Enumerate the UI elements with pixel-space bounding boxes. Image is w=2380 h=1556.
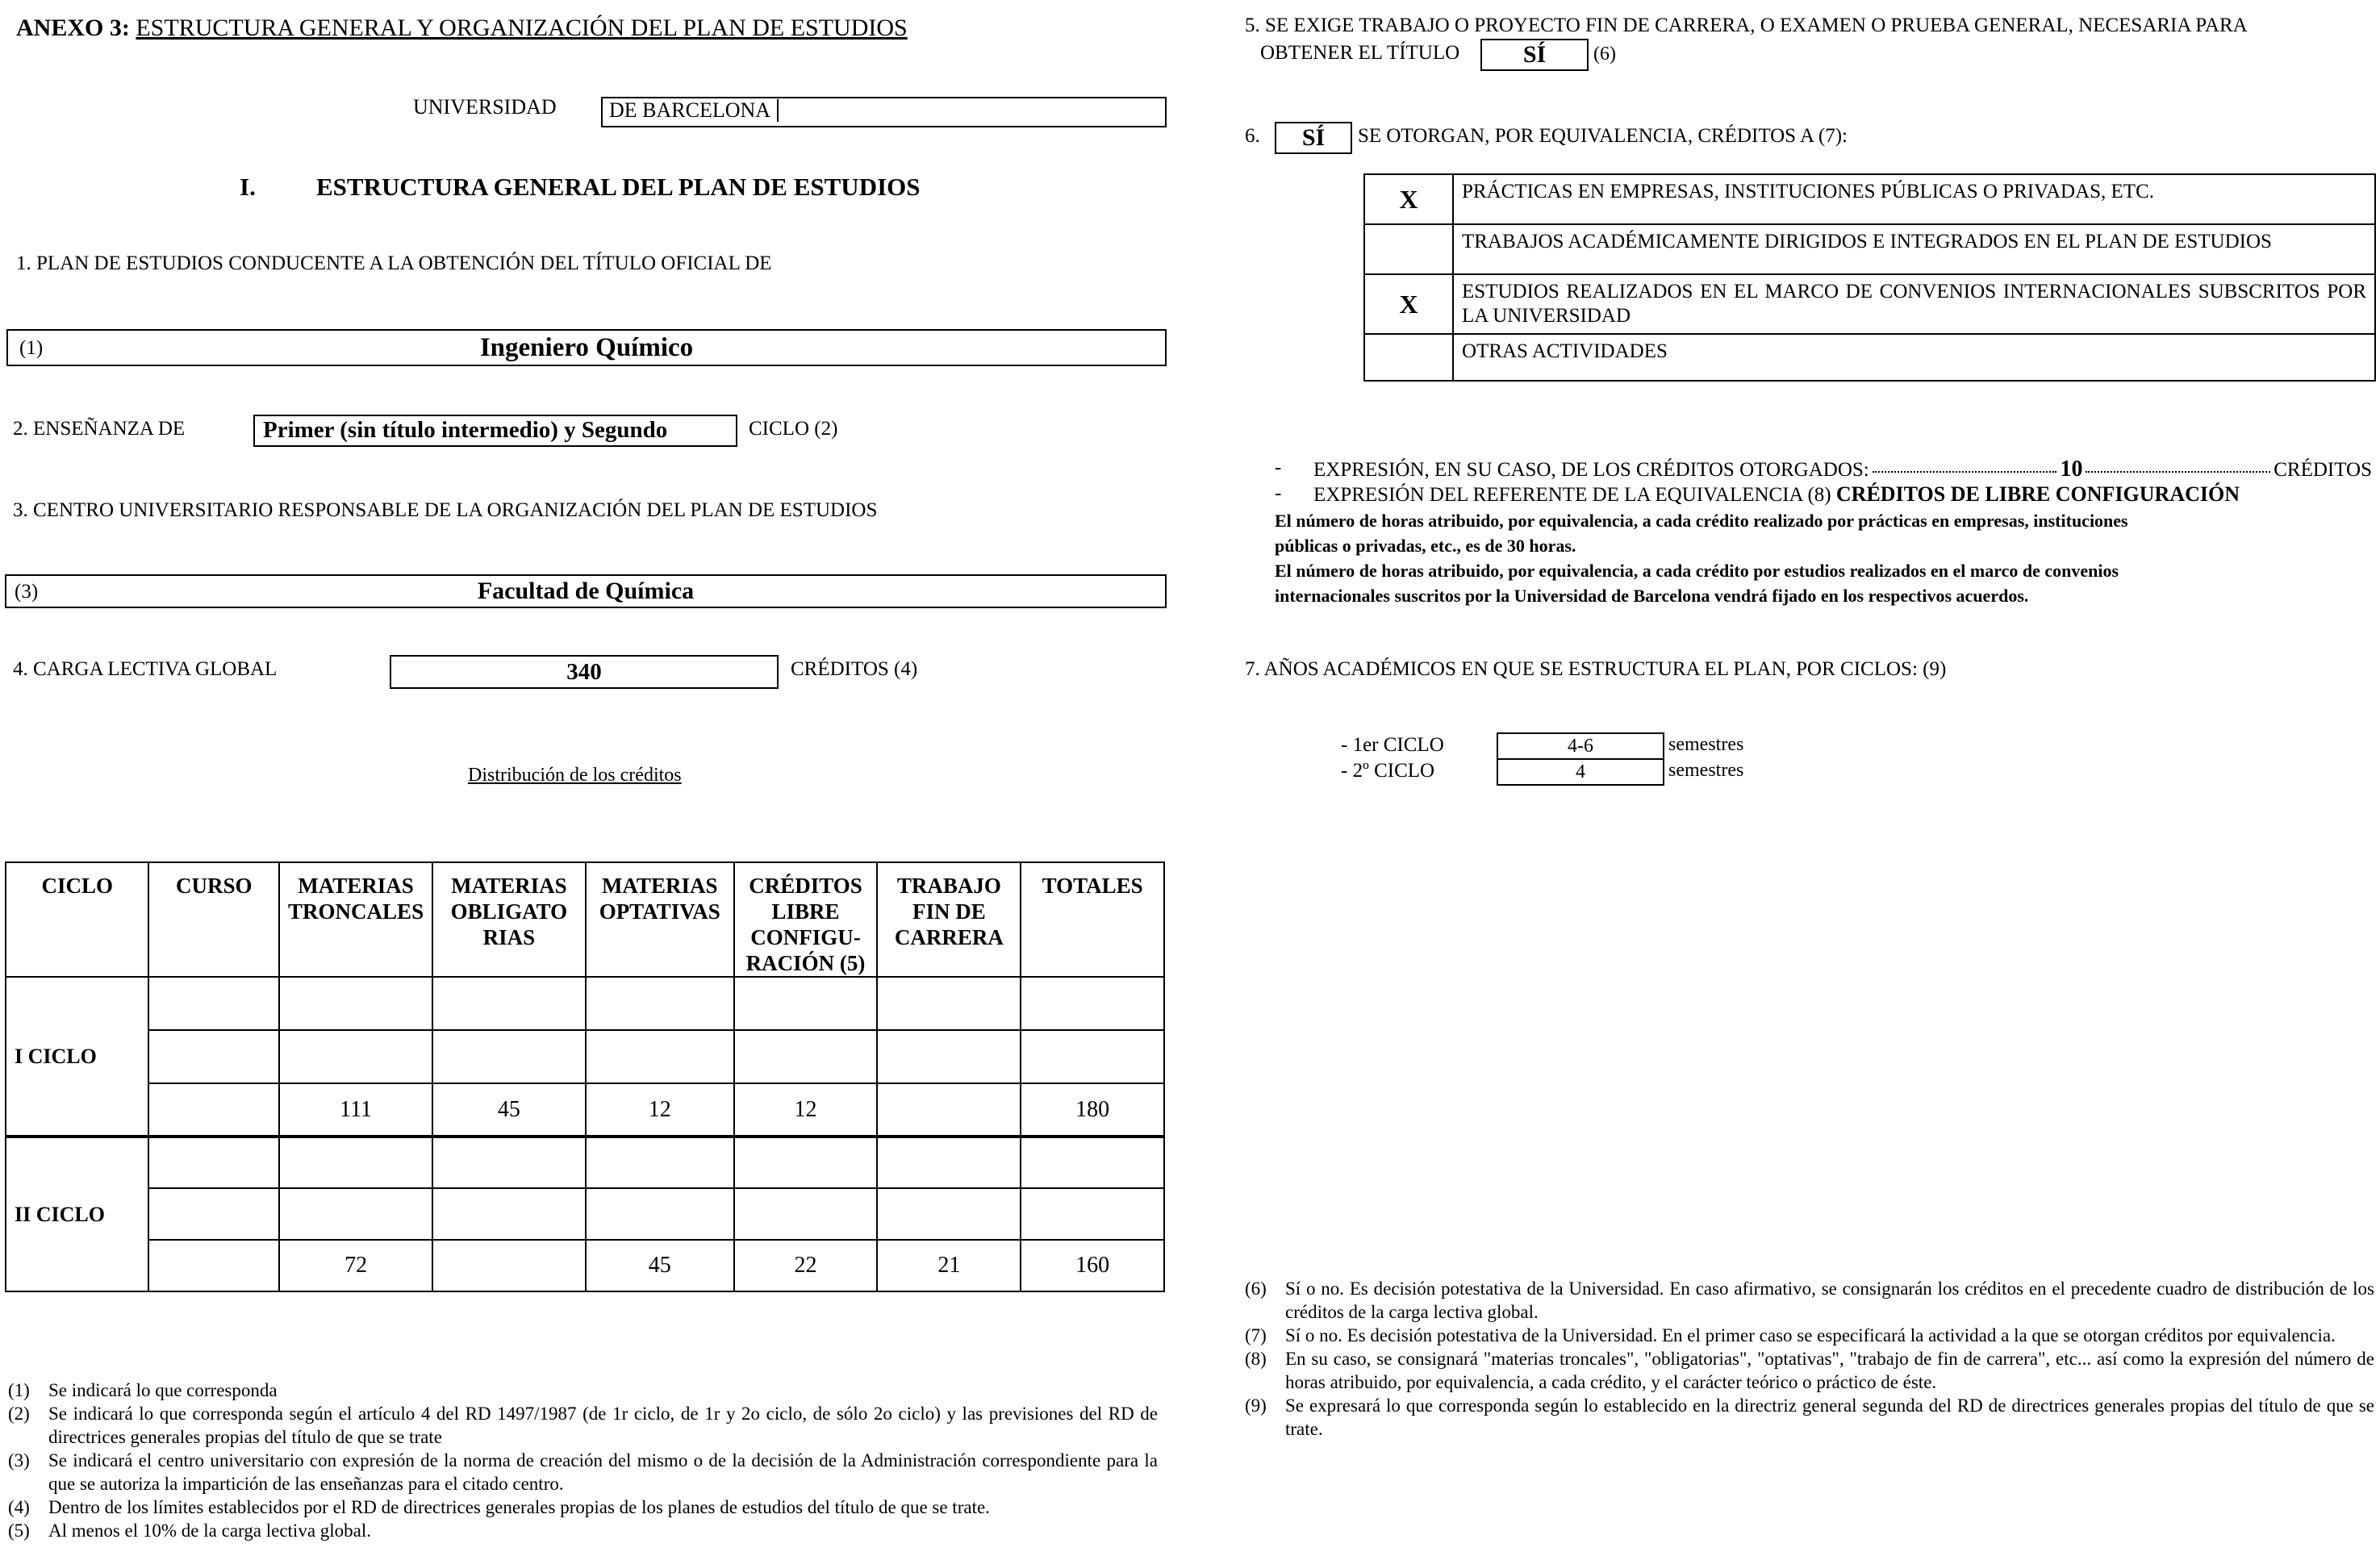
activity-row [1364, 224, 2375, 274]
cycle1-years-value: 4-6 [1498, 734, 1663, 760]
table-header-row [6, 862, 1164, 977]
university-label: UNIVERSIDAD [413, 95, 557, 119]
annex-title: ESTRUCTURA GENERAL Y ORGANIZACIÓN DEL PLAN DE ESTUDIOS [136, 15, 908, 41]
cycle1-trabajo [877, 1083, 1021, 1137]
footnotes-left [8, 1379, 1158, 1542]
footnote: (9) Se expresará lo que corresponda según lo establecido en la directriz general segunda del RD de directrices generales propias del título de que se trate. [1245, 1395, 2374, 1439]
footnotes-right [1245, 1277, 2374, 1441]
activity-row [1364, 334, 2375, 381]
item5-ref: (6) [1593, 44, 1616, 65]
header-libre: CRÉDITOS LIBRE CONFIGU- RACIÓN (5) [734, 862, 878, 977]
annex-heading [16, 15, 908, 42]
section-number: I. [240, 173, 256, 201]
load-value: 340 [566, 659, 602, 685]
equivalence-value: SÍ [1301, 124, 1326, 151]
activity-mark: X [1364, 274, 1453, 334]
footnote: (3) Se indicará el centro universitario con expresión de la norma de creación del mismo o de la decisión de la Administración correspondiente para la que se autoriza la impartición de las enseñanzas para el citado centro. [8, 1450, 1158, 1494]
footnote: (6) Sí o no. Es decisión potestativa de la Universidad. En caso afirmativo, se consignarán los créditos en el precedente cuadro de distribución de los créditos de la carga lectiva global. [1245, 1279, 2374, 1322]
annex-label: ANEXO 3: [16, 15, 130, 41]
cycle2-troncales: 72 [279, 1240, 432, 1291]
center-value: Facultad de Química [477, 578, 695, 604]
cycle2-libre: 22 [734, 1240, 878, 1291]
item6-text: SE OTORGAN, POR EQUIVALENCIA, CRÉDITOS A (7): [1358, 125, 1848, 147]
cycle1-totales: 180 [1021, 1083, 1164, 1137]
teaching-field [253, 415, 737, 447]
item3-text: 3. CENTRO UNIVERSITARIO RESPONSABLE DE LA ORGANIZACIÓN DEL PLAN DE ESTUDIOS [13, 499, 878, 521]
degree-value: Ingeniero Químico [479, 333, 694, 362]
cycle1-libre: 12 [734, 1083, 878, 1137]
distribution-title: Distribución de los créditos [468, 765, 682, 786]
note2-line2: internacionales suscritos por la Universidad de Barcelona vendrá fijado en los respectivos acuerdos. [1275, 586, 2029, 606]
item2-label: 2. ENSEÑANZA DE [13, 418, 186, 440]
cycle1-optativas: 12 [586, 1083, 734, 1137]
cycle2-years-value: 4 [1576, 761, 1585, 782]
cycle2-obligatorias [432, 1240, 586, 1291]
center-ref: (3) [15, 581, 39, 603]
footnote: (1) Se indicará lo que corresponda [8, 1380, 278, 1400]
header-optativas: MATERIAS OPTATIVAS [586, 862, 734, 977]
final-project-field [1480, 39, 1589, 71]
item5-line1: 5. SE EXIGE TRABAJO O PROYECTO FIN DE CARRERA, O EXAMEN O PRUEBA GENERAL, NECESARIA PARA [1245, 15, 2248, 36]
table-row [6, 1137, 1164, 1188]
cycle1-years-label: - 1er CICLO [1341, 734, 1444, 756]
credits-distribution-table [5, 861, 1165, 1292]
item7-text: 7. AÑOS ACADÉMICOS EN QUE SE ESTRUCTURA EL PLAN, POR CICLOS: (9) [1245, 658, 1947, 680]
credits-label: EXPRESIÓN, EN SU CASO, DE LOS CRÉDITOS OTORGADOS: [1313, 459, 1869, 481]
item6-number: 6. [1245, 125, 1260, 147]
equivalence-field [1275, 122, 1352, 154]
cycle1-label: I CICLO [6, 977, 148, 1137]
header-troncales: MATERIAS TRONCALES [279, 862, 432, 977]
table-row [6, 977, 1164, 1030]
header-ciclo: CICLO [6, 862, 148, 977]
credits-unit: CRÉDITOS [2274, 459, 2373, 481]
activity-mark [1364, 334, 1453, 381]
university-value: DE BARCELONA [603, 99, 779, 122]
credits-dash: - [1275, 457, 1282, 478]
table-row [6, 1188, 1164, 1240]
degree-field [6, 329, 1167, 366]
credits-line [1313, 457, 2372, 482]
header-obligatorias: MATERIAS OBLIGATO RIAS [432, 862, 586, 977]
table-row [6, 1240, 1164, 1291]
header-curso: CURSO [148, 862, 279, 977]
years-field [1497, 732, 1664, 786]
section-title: ESTRUCTURA GENERAL DEL PLAN DE ESTUDIOS [316, 173, 921, 201]
cycle2-years-unit: semestres [1668, 760, 1744, 781]
item4-label: 4. CARGA LECTIVA GLOBAL [13, 658, 278, 680]
activity-text: TRABAJOS ACADÉMICAMENTE DIRIGIDOS E INTEGRADOS EN EL PLAN DE ESTUDIOS [1453, 224, 2375, 274]
activity-row [1364, 174, 2375, 224]
cycle2-label: II CICLO [6, 1137, 148, 1291]
cycle1-years-unit: semestres [1668, 734, 1744, 755]
table-row [6, 1030, 1164, 1083]
degree-ref: (1) [19, 337, 44, 359]
referent-line [1313, 482, 2240, 507]
footnote: (4) Dentro de los límites establecidos por el RD de directrices generales propias de los planes de estudios del título de que se trate. [8, 1497, 990, 1517]
footnote: (2) Se indicará lo que corresponda según el artículo 4 del RD 1497/1987 (de 1r ciclo, de 1r y 2o ciclo, de sólo 2o ciclo) y las previsiones del RD de directrices generales propias del título de que se trate [8, 1404, 1158, 1447]
credits-value: 10 [2060, 457, 2083, 482]
item4-suffix: CRÉDITOS (4) [791, 658, 918, 680]
note1-line2: públicas o privadas, etc., es de 30 horas. [1275, 536, 1576, 556]
cycle1-obligatorias: 45 [432, 1083, 586, 1137]
activity-mark [1364, 224, 1453, 274]
cycle1-troncales: 111 [279, 1083, 432, 1137]
item5-line2: OBTENER EL TÍTULO [1260, 42, 1460, 64]
activity-text: OTRAS ACTIVIDADES [1453, 334, 2375, 381]
footnote: (8) En su caso, se consignará "materias troncales", "obligatorias", "optativas", "trabajo de fin de carrera", etc... así como la expresión del número de horas atribuido, por equivalencia, a cada crédito, y el carácter teórico o práctico de éste. [1245, 1349, 2374, 1392]
activity-mark: X [1364, 174, 1453, 224]
teaching-value: Primer (sin título intermedio) y Segundo [263, 417, 668, 443]
header-totales: TOTALES [1021, 862, 1164, 977]
table-row [6, 1083, 1164, 1137]
university-field [601, 97, 1167, 127]
load-field [390, 655, 779, 689]
equivalence-notes [1275, 508, 2128, 608]
note2-line1: El número de horas atribuido, por equivalencia, a cada crédito por estudios realizados en el marco de convenios [1275, 561, 2119, 581]
activities-table [1363, 173, 2376, 382]
cycle2-trabajo: 21 [877, 1240, 1021, 1291]
footnote: (7) Sí o no. Es decisión potestativa de la Universidad. En el primer caso se especificará la actividad a la que se otorgan créditos por equivalencia. [1245, 1325, 2336, 1345]
item2-suffix: CICLO (2) [749, 418, 838, 440]
referent-label: EXPRESIÓN DEL REFERENTE DE LA EQUIVALENCIA (8) [1313, 484, 1831, 506]
item1-text: 1. PLAN DE ESTUDIOS CONDUCENTE A LA OBTENCIÓN DEL TÍTULO OFICIAL DE [16, 252, 772, 274]
cycle2-totales: 160 [1021, 1240, 1164, 1291]
final-project-value: SÍ [1522, 41, 1547, 68]
cycle2-years-label: - 2º CICLO [1341, 760, 1435, 782]
center-field [5, 574, 1167, 608]
cycle2-optativas: 45 [586, 1240, 734, 1291]
referent-value: CRÉDITOS DE LIBRE CONFIGURACIÓN [1835, 482, 2240, 506]
activity-text: PRÁCTICAS EN EMPRESAS, INSTITUCIONES PÚBLICAS O PRIVADAS, ETC. [1453, 174, 2375, 224]
activity-text: ESTUDIOS REALIZADOS EN EL MARCO DE CONVENIOS INTERNACIONALES SUBSCRITOS POR LA UNIVERSIDAD [1453, 274, 2375, 334]
header-trabajo: TRABAJO FIN DE CARRERA [877, 862, 1021, 977]
note1-line1: El número de horas atribuido, por equivalencia, a cada crédito realizado por prácticas en empresas, instituciones [1275, 511, 2128, 531]
activity-row [1364, 274, 2375, 334]
footnote: (5) Al menos el 10% de la carga lectiva global. [8, 1521, 372, 1541]
referent-dash: - [1275, 482, 1282, 504]
